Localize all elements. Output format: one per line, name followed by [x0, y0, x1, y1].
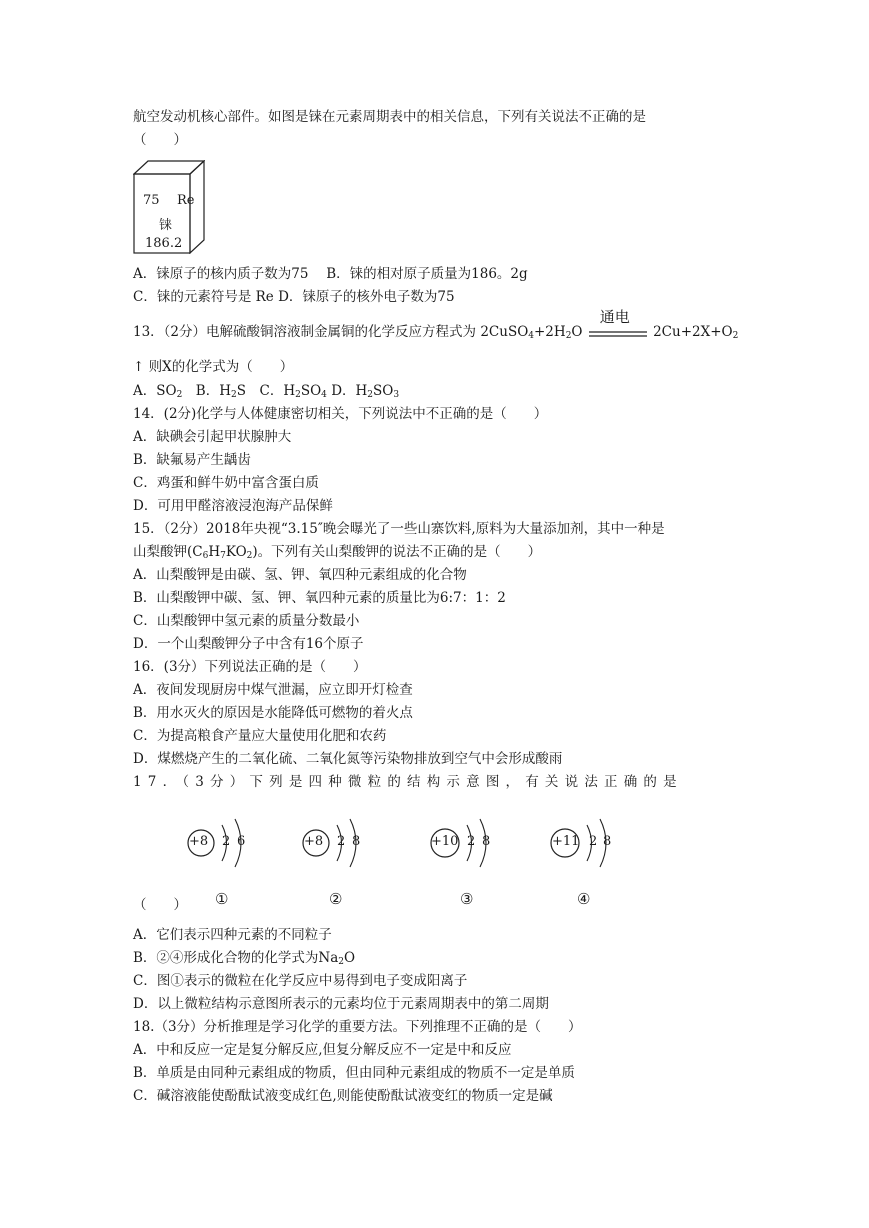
atom-4-shell-2: 8 — [603, 834, 612, 849]
q16-option-b: B．用水灭火的原因是水能降低可燃物的着火点 — [133, 705, 413, 721]
q16-stem: 16．(3分）下列说法正确的是（ ） — [133, 659, 367, 675]
q14-option-b: B．缺氟易产生龋齿 — [133, 452, 251, 468]
q13-arrow-line: ↑ 则X的化学式为（ ） — [133, 359, 294, 375]
q12-stem-line2: （ ） — [133, 132, 187, 148]
q15-option-b: B．山梨酸钾中碳、氢、钾、氧四种元素的质量比为6:7：1：2 — [133, 590, 506, 606]
equal-sign-bars — [587, 328, 649, 342]
q13-stem — [133, 307, 739, 341]
q15-stem-line2: 山梨酸钾$(C_6H_7KO_2)$。下列有关山梨酸钾的说法不正确的是（ ） — [133, 544, 542, 561]
q14-stem: 14．(2分)化学与人体健康密切相关，下列说法中不正确的是（ ） — [133, 406, 548, 422]
atom-diagram-2 — [298, 813, 388, 873]
q17-option-b: B．②④形成化合物的化学式为$Na_2O$ — [133, 950, 356, 967]
atom-2-shell-2: 8 — [352, 834, 361, 849]
periodic-table-cell — [133, 160, 205, 254]
atom-3-shell-1: 2 — [467, 834, 476, 849]
q17-option-a: A．它们表示四种元素的不同粒子 — [133, 927, 332, 943]
element-atomic-number: 75 — [143, 193, 160, 208]
q18-option-b: B．单质是由同种元素组成的物质，但由同种元素组成的物质不一定是单质 — [133, 1065, 575, 1081]
atom-diagram-3 — [426, 813, 516, 873]
q15-option-a: A．山梨酸钾是由碳、氢、钾、氧四种元素组成的化合物 — [133, 567, 467, 583]
atom-label-3: ③ — [460, 890, 474, 908]
q17-option-d: D．以上微粒结构示意图所表示的元素均位于元素周期表中的第二周期 — [133, 996, 549, 1012]
atom-3-shell-2: 8 — [482, 834, 491, 849]
q14-option-d: D．可用甲醛溶液浸泡海产品保鲜 — [133, 498, 333, 514]
atom-label-1: ① — [215, 890, 229, 908]
q18-stem: 18.（3分）分析推理是学习化学的重要方法。下列推理不正确的是（ ） — [133, 1019, 582, 1035]
atom-1-nucleus: +8 — [189, 834, 209, 849]
atom-4-shell-1: 2 — [589, 834, 598, 849]
reaction-condition-arrow — [587, 307, 649, 340]
q16-option-a: A．夜间发现厨房中煤气泄漏，应立即开灯检查 — [133, 682, 413, 698]
atom-label-2: ② — [329, 890, 343, 908]
atom-2-nucleus: +8 — [304, 834, 324, 849]
q14-option-c: C．鸡蛋和鲜牛奶中富含蛋白质 — [133, 475, 319, 491]
q13-options: A．$SO_2$ B．$H_2S$ C．$H_2SO_4$ D．$H_2SO_3$ — [133, 383, 400, 400]
q14-option-a: A．缺碘会引起甲状腺肿大 — [133, 429, 292, 445]
q16-option-d: D．煤燃烧产生的二氧化硫、二氧化氮等污染物排放到空气中会形成酸雨 — [133, 751, 563, 767]
q13-stem-text: 13．（2分）电解硫酸铜溶液制金属铜的化学反应方程式为 — [133, 324, 477, 340]
q17-bracket: （ ） — [133, 897, 187, 913]
q13-condition: 通电 — [599, 307, 630, 326]
q12-stem-line1: 航空发动机核心部件。如图是铼在元素周期表中的相关信息，下列有关说法不正确的是 — [133, 109, 646, 125]
q15-stem-line1: 15．（2分）2018年央视“3.15″晚会曝光了一些山寨饮料,原料为大量添加剂，其中一种是 — [133, 521, 665, 537]
atom-2-shell-1: 2 — [337, 834, 346, 849]
atom-4-nucleus: +11 — [552, 834, 580, 849]
q18-option-c: C．碱溶液能使酚酞试液变成红色,则能使酚酞试液变红的物质一定是碱 — [133, 1088, 553, 1104]
atom-1-shell-1: 2 — [222, 834, 231, 849]
q12-options-cd: C．铼的元素符号是 Re D．铼原子的核外电子数为75 — [133, 289, 455, 305]
element-name: 铼 — [159, 218, 173, 233]
atom-diagram-1 — [185, 813, 275, 873]
q18-option-a: A．中和反应一定是复分解反应,但复分解反应不一定是中和反应 — [133, 1042, 512, 1058]
element-atomic-mass: 186.2 — [145, 236, 183, 251]
atom-3-nucleus: +10 — [431, 834, 459, 849]
q16-option-c: C．为提高粮食产量应大量使用化肥和农药 — [133, 728, 387, 744]
atom-1-shell-2: 6 — [237, 834, 246, 849]
atom-diagram-4 — [546, 813, 636, 873]
q13-products: $2Cu+2X+O_2$ — [653, 324, 739, 341]
q17-stem: 17．（3分）下列是四种微粒的结构示意图，有关说法正确的是 — [133, 774, 683, 790]
q15-option-c: C．山梨酸钾中氢元素的质量分数最小 — [133, 613, 360, 629]
q17-option-c: C．图①表示的微粒在化学反应中易得到电子变成阳离子 — [133, 973, 468, 989]
atom-label-4: ④ — [577, 890, 591, 908]
q15-option-d: D．一个山梨酸钾分子中含有16个原子 — [133, 636, 364, 652]
element-symbol: Re — [177, 193, 195, 208]
q12-options-ab: A．铼原子的核内质子数为75 B．铼的相对原子质量为186。2g — [133, 266, 528, 282]
q13-reactants: $2CuSO_4+2H_2O$ — [480, 324, 583, 341]
